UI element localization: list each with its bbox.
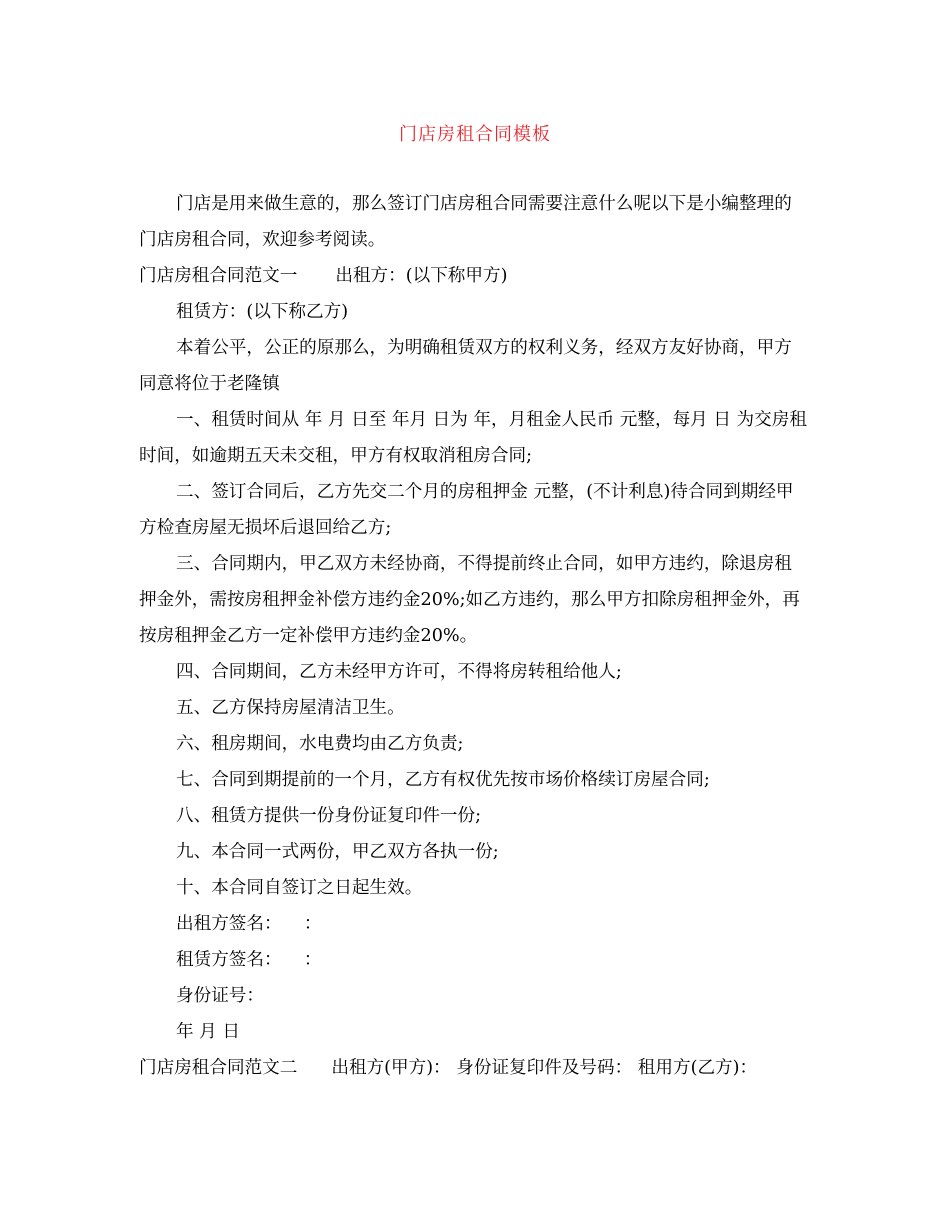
sample1-lessor: 出租方：(以下称甲方) bbox=[335, 266, 508, 286]
clause-8: 八、租赁方提供一份身份证复印件一份; bbox=[176, 806, 482, 826]
sample2-heading-line bbox=[139, 1050, 809, 1086]
clause-7: 七、合同到期提前的一个月，乙方有权优先按市场价格续订房屋合同; bbox=[176, 770, 710, 790]
sample1-preamble: 本着公平，公正的原那么，为明确租赁双方的权利义务，经双方友好协商，甲方同意将位于老隆镇 bbox=[139, 338, 792, 394]
clause-10: 十、本合同自签订之日起生效。 bbox=[176, 878, 423, 898]
intro-paragraph: 门店是用来做生意的，那么签订门店房租合同需要注意什么呢以下是小编整理的门店房租合同，欢迎参考阅读。 bbox=[139, 194, 792, 250]
sample2-heading: 门店房租合同范文二 bbox=[139, 1058, 298, 1078]
clause-5: 五、乙方保持房屋清洁卫生。 bbox=[176, 698, 405, 718]
lessor-signature-line: 出租方签名： ： bbox=[176, 914, 322, 934]
clause-4: 四、合同期间，乙方未经甲方许可，不得将房转租给他人; bbox=[176, 662, 622, 682]
sample1-heading-line bbox=[139, 258, 809, 294]
sample2-lessor: 出租方(甲方)： bbox=[331, 1058, 451, 1078]
clause-9: 九、本合同一式两份，甲乙双方各执一份; bbox=[176, 842, 499, 862]
clause-2: 二、签订合同后，乙方先交二个月的房租押金 元整，(不计利息)待合同到期经甲方检查房屋无损坏后退回给乙方; bbox=[139, 482, 794, 538]
sample1-lessee: 租赁方：(以下称乙方) bbox=[176, 302, 349, 322]
document-title: 门店房租合同模板 bbox=[399, 124, 551, 145]
clause-6: 六、租房期间，水电费均由乙方负责; bbox=[176, 734, 464, 754]
id-number-line: 身份证号： bbox=[176, 986, 264, 1006]
sample2-id-copy: 身份证复印件及号码： bbox=[456, 1058, 633, 1078]
clause-1: 一、租赁时间从 年 月 日至 年月 日为 年，月租金人民币 元整，每月 日 为交房租时间，如逾期五天未交租，甲方有权取消租房合同; bbox=[139, 410, 807, 466]
sample1-heading: 门店房租合同范文一 bbox=[139, 266, 298, 286]
date-line: 年 月 日 bbox=[176, 1022, 240, 1042]
clause-3: 三、合同期内，甲乙双方未经协商，不得提前终止合同，如甲方违约，除退房租押金外，需按房租押金补偿方违约金20%;如乙方违约，那么甲方扣除房租押金外，再按房租押金乙方一定补偿甲方违约金20%。 bbox=[139, 554, 800, 646]
sample2-lessee: 租用方(乙方)： bbox=[637, 1058, 758, 1078]
lessee-signature-line: 租赁方签名： ： bbox=[176, 950, 322, 970]
document-body bbox=[139, 186, 809, 1086]
